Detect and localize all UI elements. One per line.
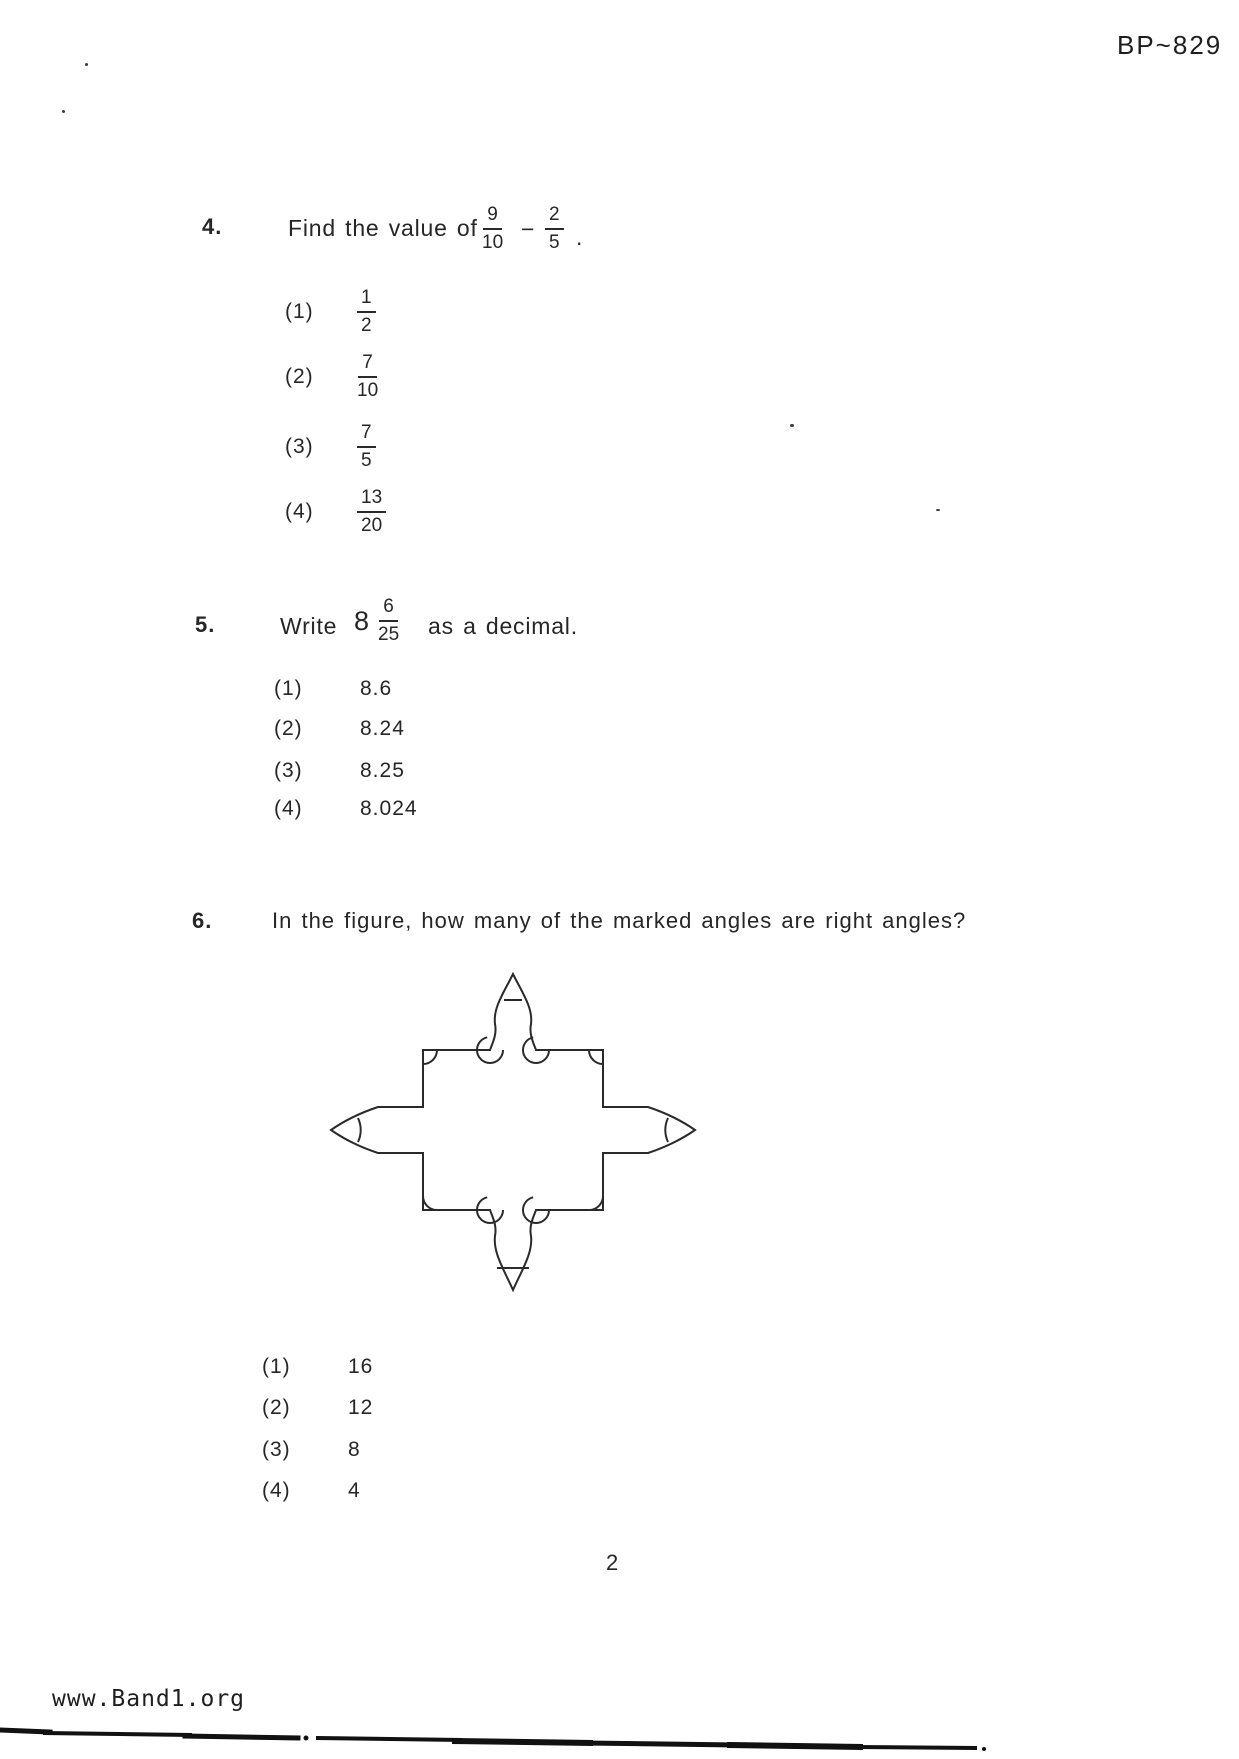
q4-option-3	[285, 417, 376, 477]
option-label: (1)	[285, 300, 314, 323]
q4-option-1	[285, 282, 376, 342]
cross-figure	[318, 958, 703, 1303]
option-fraction	[357, 352, 378, 402]
q4-option-2	[285, 347, 378, 407]
scan-speck	[936, 509, 940, 511]
option-label: (2)	[285, 365, 314, 388]
option-fraction	[357, 422, 376, 472]
q5-option-3	[274, 758, 405, 784]
minus-operator: −	[521, 216, 535, 242]
bottom-scan-line-svg	[0, 1720, 1239, 1754]
question-4-number: 4.	[202, 214, 223, 239]
cross-figure-outline	[331, 974, 695, 1290]
q6-option-3	[262, 1437, 361, 1463]
angle-mark	[665, 1118, 668, 1142]
fraction-denominator: 5	[361, 450, 372, 471]
option-value: 16	[348, 1355, 374, 1378]
scan-speck	[62, 110, 65, 113]
angle-mark	[589, 1196, 603, 1210]
option-value: 12	[348, 1396, 374, 1419]
fraction-denominator: 20	[361, 515, 383, 536]
angle-mark	[423, 1050, 437, 1064]
fraction-denominator: 5	[549, 231, 560, 253]
option-label: (3)	[274, 759, 303, 782]
angle-mark	[589, 1050, 603, 1064]
footer-url: www.Band1.org	[52, 1686, 246, 1712]
q5-option-1	[274, 676, 392, 702]
mixed-number-fraction	[378, 596, 399, 646]
q5-option-2	[274, 716, 405, 742]
option-label: (3)	[285, 435, 314, 458]
q5-option-4	[274, 796, 418, 822]
question-6-figure	[318, 958, 703, 1303]
question-5-stem-end: as a decimal.	[428, 613, 578, 639]
option-value: 8	[348, 1438, 361, 1461]
q6-option-2	[262, 1395, 373, 1421]
option-label: (4)	[285, 500, 314, 523]
fraction-numerator: 1	[357, 287, 376, 313]
q4-subtrahend-fraction	[545, 204, 564, 254]
fraction-numerator: 7	[357, 422, 376, 448]
scan-speck	[85, 63, 88, 66]
mixed-number-whole: 8	[354, 606, 370, 636]
fraction-denominator: 10	[482, 231, 504, 253]
page-number: 2	[606, 1550, 619, 1575]
q6-option-4	[262, 1478, 361, 1504]
question-5-number: 5.	[195, 612, 216, 637]
question-6-number: 6.	[192, 908, 213, 933]
option-value: 8.24	[360, 717, 405, 740]
option-value: 8.024	[360, 797, 418, 820]
paper-code: BP~829	[1117, 30, 1223, 60]
fraction-denominator: 10	[357, 380, 379, 401]
bottom-scan-line	[0, 1720, 1239, 1754]
option-label: (4)	[262, 1479, 291, 1502]
option-label: (2)	[274, 717, 303, 740]
angle-mark	[358, 1118, 361, 1142]
fraction-denominator: 25	[378, 623, 400, 645]
fraction-numerator: 7	[358, 352, 377, 378]
option-label: (2)	[262, 1396, 291, 1419]
scan-speck	[790, 424, 794, 427]
q6-option-1	[262, 1354, 373, 1380]
question-4-stem: Find the value of	[288, 215, 478, 241]
fraction-numerator: 6	[379, 596, 398, 622]
fraction-numerator: 9	[483, 204, 502, 230]
q4-option-4	[285, 482, 386, 542]
option-label: (1)	[274, 677, 303, 700]
question-5-stem-start: Write	[280, 613, 338, 639]
option-fraction	[357, 487, 386, 537]
option-value: 8.6	[360, 677, 393, 700]
option-fraction	[357, 287, 376, 337]
q4-minuend-fraction	[482, 204, 503, 254]
option-label: (4)	[274, 797, 303, 820]
question-6-stem: In the figure, how many of the marked angles are right angles?	[272, 908, 967, 933]
option-label: (1)	[262, 1355, 291, 1378]
option-value: 4	[348, 1479, 361, 1502]
fraction-numerator: 2	[545, 204, 564, 230]
fraction-denominator: 2	[361, 315, 372, 336]
angle-mark	[423, 1196, 437, 1210]
fraction-numerator: 13	[357, 487, 386, 513]
option-value: 8.25	[360, 759, 405, 782]
option-label: (3)	[262, 1438, 291, 1461]
q4-stem-period: .	[576, 224, 584, 250]
